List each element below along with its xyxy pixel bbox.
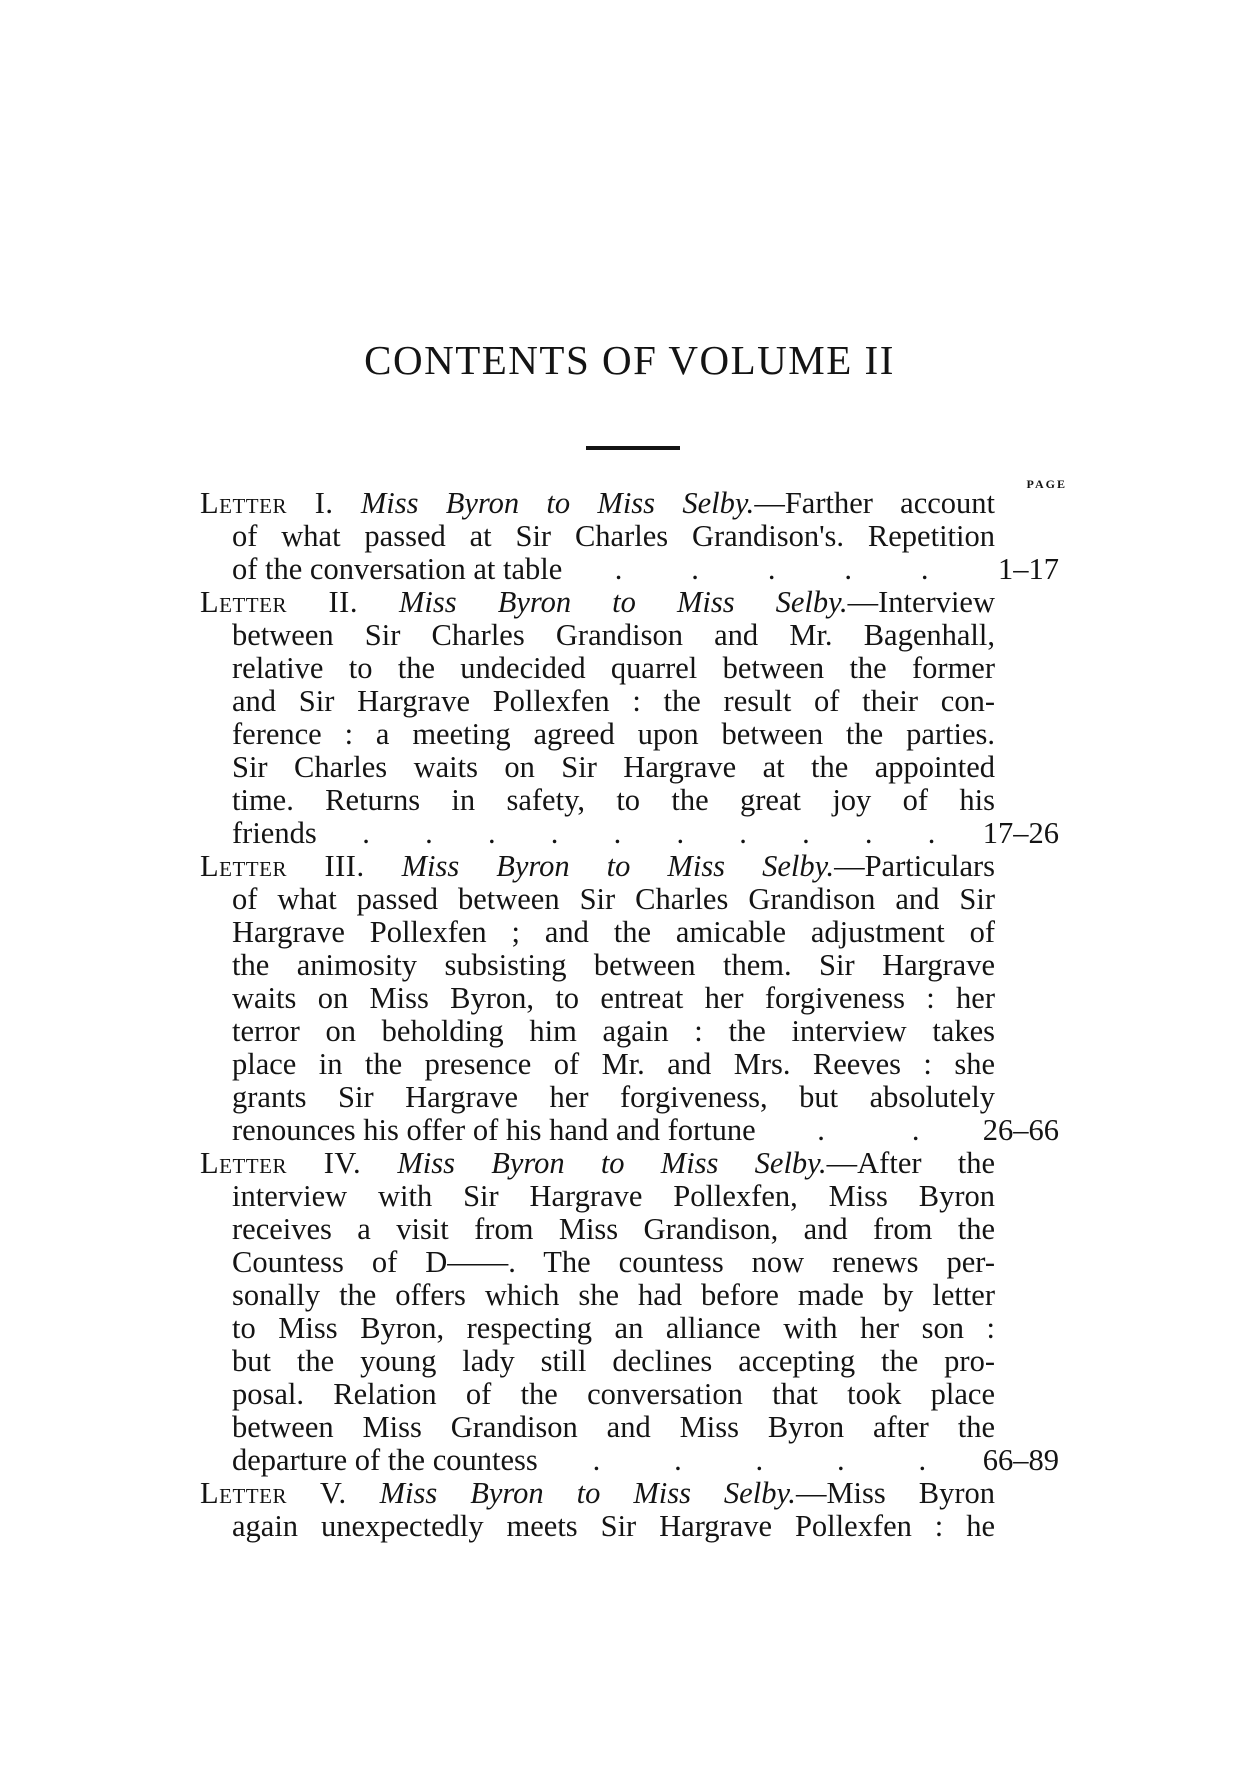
letter-number: Letter II. <box>200 586 358 619</box>
entry-text-line: friends <box>232 817 317 850</box>
toc-entry-letter-5 <box>200 1477 1059 1543</box>
letter-address: Miss Byron to Miss Selby. <box>379 1477 796 1510</box>
entry-text-line: to Miss Byron, respecting an alliance with her son : <box>232 1312 995 1345</box>
toc-entry-letter-4 <box>200 1147 1059 1477</box>
entry-text-line: —After the <box>826 1147 995 1180</box>
entry-text-line: —Miss Byron <box>795 1477 995 1510</box>
entry-text-line: of the conversation at table <box>232 553 563 586</box>
letter-number: Letter IV. <box>200 1147 362 1180</box>
entry-text-line: between Sir Charles Grandison and Mr. Bagenhall, <box>232 619 995 652</box>
dot-leader: . . . . . . . . . . <box>362 816 936 850</box>
entry-text-line: Hargrave Pollexfen ; and the amicable adjustment of <box>232 916 995 949</box>
page-range: 17–26 <box>982 816 1059 850</box>
letter-number: Letter III. <box>200 850 365 883</box>
letter-address: Miss Byron to Miss Selby. <box>360 487 755 520</box>
entry-text-line: time. Returns in safety, to the great joy of his <box>232 784 995 817</box>
entry-text-line: ference : a meeting agreed upon between the parties. <box>232 718 995 751</box>
page-range: 26–66 <box>982 1113 1059 1147</box>
entry-text-line: relative to the undecided quarrel between the former <box>232 652 995 685</box>
entry-text-line: the animosity subsisting between them. Sir Hargrave <box>232 949 995 982</box>
entry-text-line: of what passed at Sir Charles Grandison's. Repetition <box>232 520 995 553</box>
entry-text-line: Countess of D——. The countess now renews per- <box>232 1246 995 1279</box>
dot-leader: . . . . . <box>614 552 929 586</box>
letter-number: Letter I. <box>200 487 334 520</box>
entry-text-line: of what passed between Sir Charles Grandison and Sir <box>232 883 995 916</box>
page-title: CONTENTS OF VOLUME II <box>364 337 895 383</box>
dot-leader: . . . . . <box>592 1443 927 1477</box>
entry-text-line: —Farther account <box>754 487 995 520</box>
table-of-contents <box>200 487 1059 1543</box>
entry-text-line: Sir Charles waits on Sir Hargrave at the appointed <box>232 751 995 784</box>
entry-text-line: —Particulars <box>834 850 995 883</box>
letter-address: Miss Byron to Miss Selby. <box>401 850 835 883</box>
letter-number: Letter V. <box>200 1477 347 1510</box>
page-range: 1–17 <box>998 552 1059 586</box>
entry-text-line: and Sir Hargrave Pollexfen : the result of their con- <box>232 685 995 718</box>
entry-text-line: waits on Miss Byron, to entreat her forgiveness : her <box>232 982 995 1015</box>
title-rule <box>586 446 680 450</box>
entry-text-line: sonally the offers which she had before made by letter <box>232 1279 995 1312</box>
page-column-label: PAGE <box>1026 477 1067 491</box>
toc-entry-letter-2 <box>200 586 1059 850</box>
entry-text-line: interview with Sir Hargrave Pollexfen, Miss Byron <box>232 1180 995 1213</box>
entry-text-line: —Interview <box>847 586 995 619</box>
entry-text-line: departure of the countess <box>232 1444 538 1477</box>
page-range: 66–89 <box>982 1443 1059 1477</box>
entry-text-line: renounces his offer of his hand and fortune <box>232 1114 756 1147</box>
entry-text-line: but the young lady still declines accepting the pro- <box>232 1345 995 1378</box>
letter-address: Miss Byron to Miss Selby. <box>399 586 848 619</box>
entry-text-line: grants Sir Hargrave her forgiveness, but absolutely <box>232 1081 995 1114</box>
letter-address: Miss Byron to Miss Selby. <box>397 1147 827 1180</box>
entry-text-line: place in the presence of Mr. and Mrs. Reeves : she <box>232 1048 995 1081</box>
toc-entry-letter-3 <box>200 850 1059 1147</box>
dot-leader: . . <box>817 1113 920 1147</box>
entry-text-line: between Miss Grandison and Miss Byron after the <box>232 1411 995 1444</box>
entry-text-line: posal. Relation of the conversation that took place <box>232 1378 995 1411</box>
toc-entry-letter-1 <box>200 487 1059 586</box>
entry-text-line: receives a visit from Miss Grandison, and from the <box>232 1213 995 1246</box>
entry-text-line: again unexpectedly meets Sir Hargrave Pollexfen : he <box>232 1510 995 1543</box>
entry-text-line: terror on beholding him again : the interview takes <box>232 1015 995 1048</box>
